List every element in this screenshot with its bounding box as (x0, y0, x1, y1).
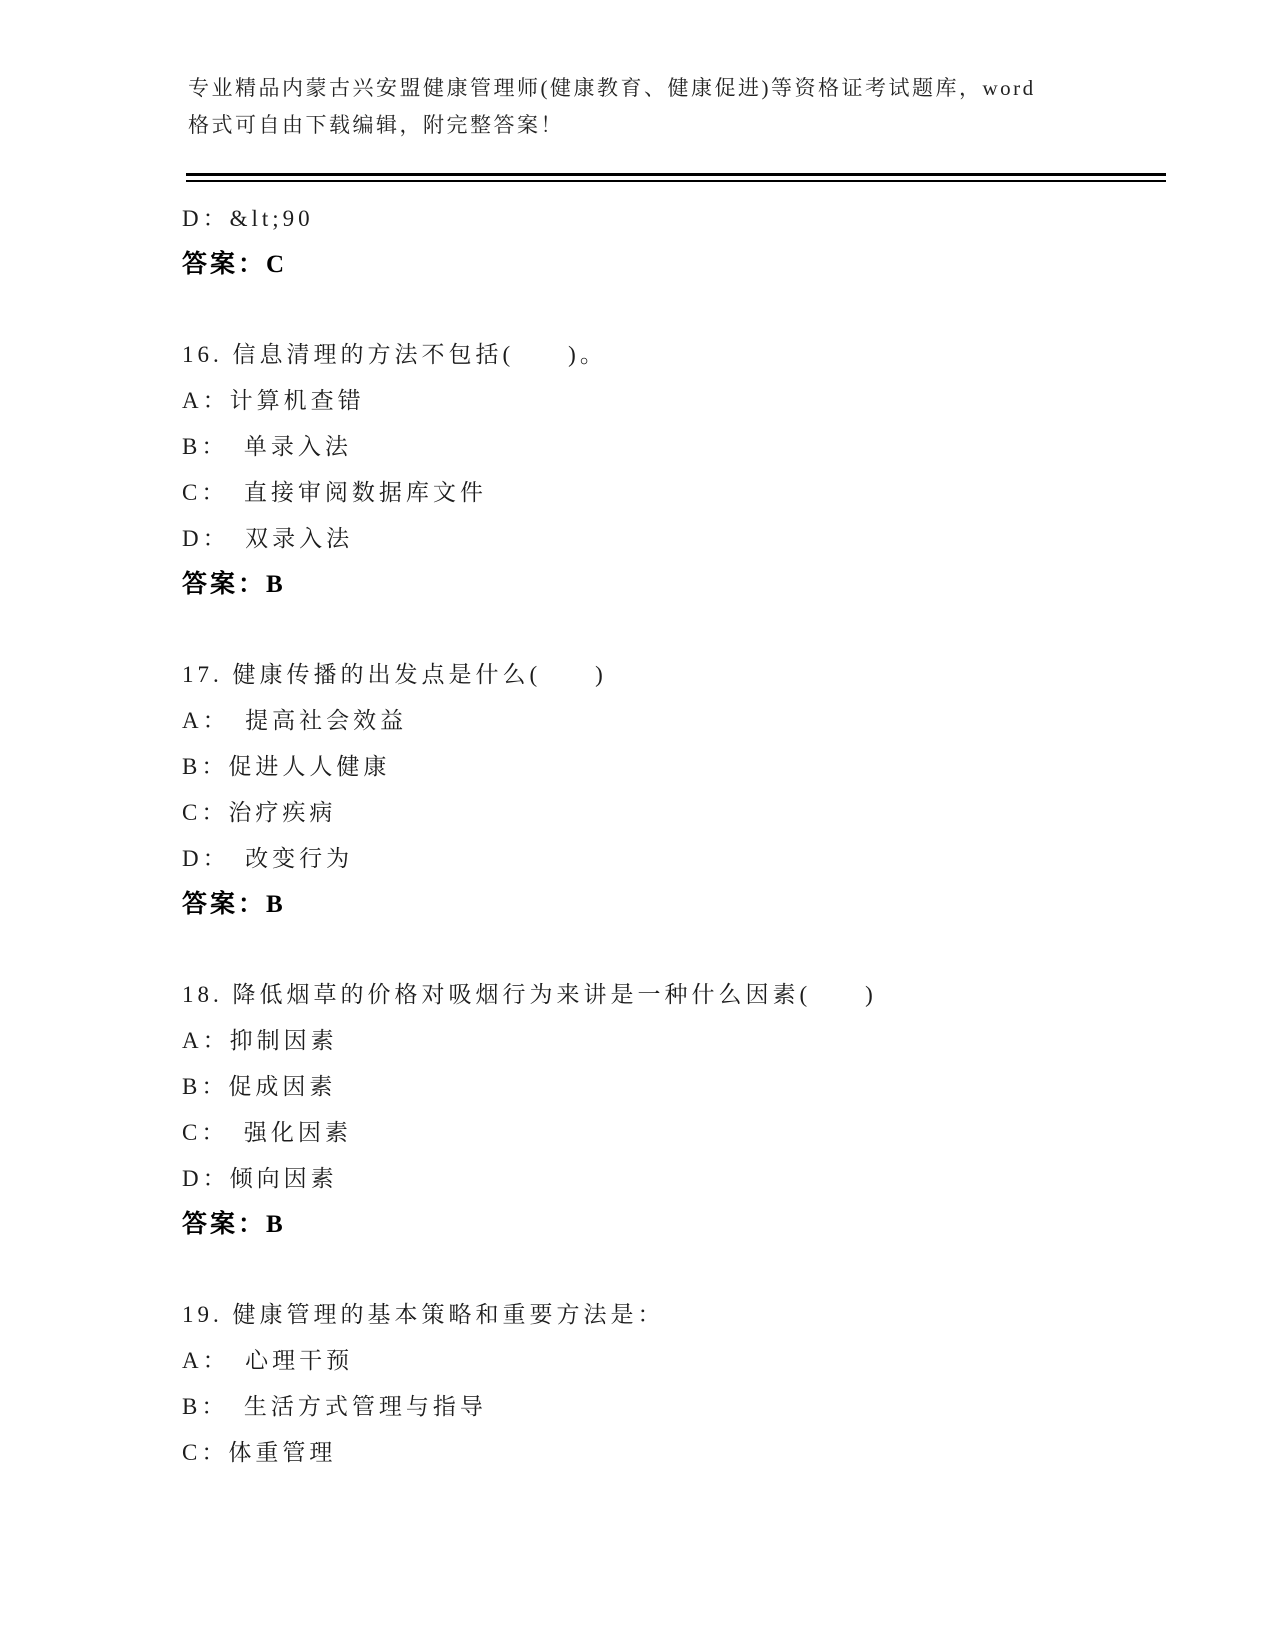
option-line: D： 双录入法 (182, 526, 354, 551)
option-line: C：体重管理 (182, 1440, 337, 1465)
option-line: B：促成因素 (182, 1074, 337, 1099)
option-line: A：抑制因素 (182, 1028, 338, 1053)
option-line: A： 心理干预 (182, 1348, 354, 1373)
option-line: A：计算机查错 (182, 388, 365, 413)
option-line: C： 直接审阅数据库文件 (182, 480, 487, 505)
question-16 (182, 332, 1162, 608)
document-header (188, 70, 1088, 144)
question-text: 17. 健康传播的出发点是什么( ) (182, 662, 607, 687)
question-text: 16. 信息清理的方法不包括( )。 (182, 342, 607, 367)
option-line: D：倾向因素 (182, 1166, 338, 1191)
option-line: C： 强化因素 (182, 1120, 352, 1145)
answer-line: 答案：B (182, 1211, 286, 1238)
option-line: B： 生活方式管理与指导 (182, 1394, 487, 1419)
option-line: D： 改变行为 (182, 846, 354, 871)
option-line: D：&lt;90 (182, 206, 314, 231)
option-line: C：治疗疾病 (182, 800, 337, 825)
question-17 (182, 652, 1162, 928)
option-line: B：促进人人健康 (182, 754, 391, 779)
question-18 (182, 972, 1162, 1248)
header-line-2: 格式可自由下载编辑，附完整答案！ (188, 113, 564, 137)
header-line-1: 专业精品内蒙古兴安盟健康管理师(健康教育、健康促进)等资格证考试题库，word (188, 76, 1036, 100)
answer-line: 答案：C (182, 251, 288, 278)
document-body (182, 196, 1162, 1476)
answer-line: 答案：B (182, 571, 286, 598)
question-text: 19. 健康管理的基本策略和重要方法是： (182, 1302, 665, 1327)
answer-line: 答案：B (182, 891, 286, 918)
header-divider-rule (186, 173, 1166, 182)
question-19 (182, 1292, 1162, 1476)
option-line: B： 单录入法 (182, 434, 352, 459)
option-line: A： 提高社会效益 (182, 708, 408, 733)
question-text: 18. 降低烟草的价格对吸烟行为来讲是一种什么因素( ) (182, 982, 877, 1007)
